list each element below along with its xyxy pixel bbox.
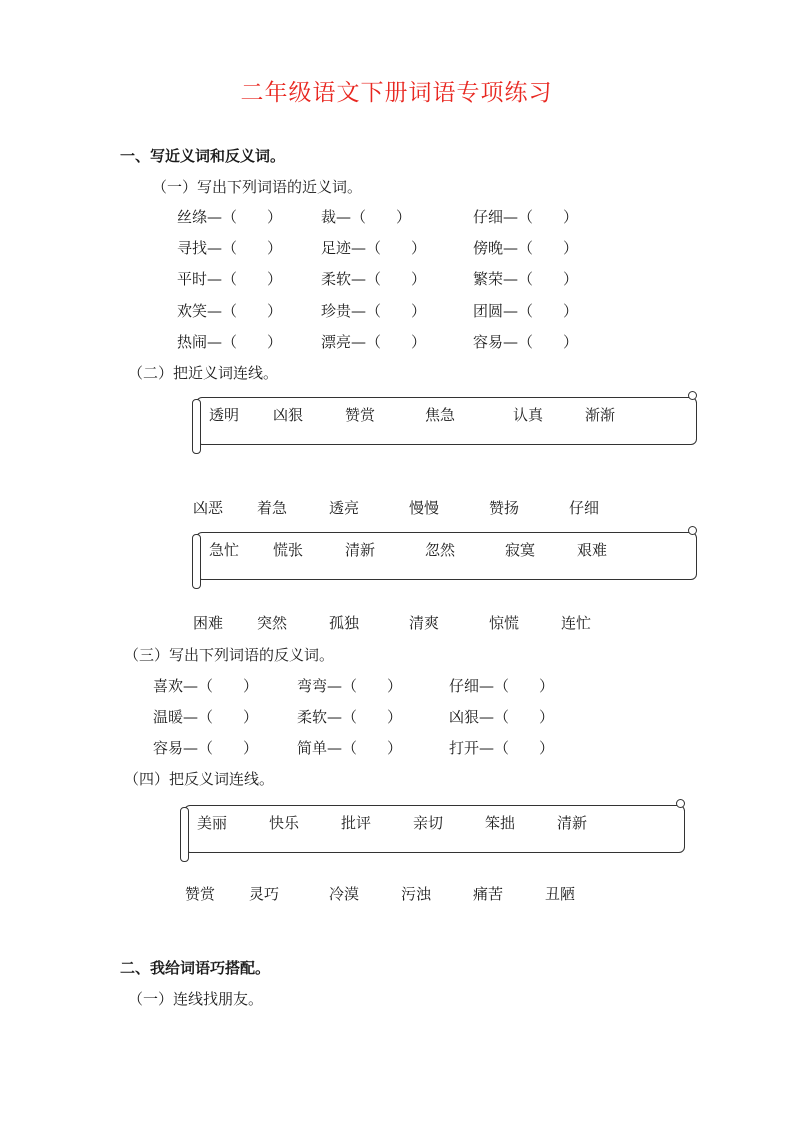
- antonym-item: 喜欢—（ ）: [153, 677, 259, 695]
- scroll-word: 认真: [513, 406, 544, 424]
- synonym-item: 傍晚—（ ）: [473, 239, 579, 257]
- scroll-word: 笨拙: [485, 814, 516, 832]
- part-2-heading: （二）把近义词连线。: [128, 364, 279, 382]
- antonym-item: 容易—（ ）: [153, 739, 259, 757]
- synonym-item: 柔软—（ ）: [321, 270, 427, 288]
- match-word: 灵巧: [249, 885, 280, 903]
- synonym-item: 平时—（ ）: [177, 270, 283, 288]
- synonym-item: 丝绦—（ ）: [177, 208, 283, 226]
- synonym-item: 漂亮—（ ）: [321, 333, 427, 351]
- match-word: 着急: [257, 499, 288, 517]
- scroll-word: 忽然: [425, 541, 456, 559]
- antonym-item: 凶狠—（ ）: [449, 708, 555, 726]
- scroll-word: 艰难: [577, 541, 608, 559]
- antonym-item: 打开—（ ）: [449, 739, 555, 757]
- scroll-word: 快乐: [269, 814, 300, 832]
- scroll-word: 美丽: [197, 814, 228, 832]
- synonym-item: 寻找—（ ）: [177, 239, 283, 257]
- synonym-item: 繁荣—（ ）: [473, 270, 579, 288]
- part-3-heading: （三）写出下列词语的反义词。: [124, 646, 335, 664]
- match-word: 冷漠: [329, 885, 360, 903]
- part-1-heading: （一）写出下列词语的近义词。: [152, 178, 363, 196]
- match-word: 惊慌: [489, 614, 520, 632]
- scroll-word: 渐渐: [585, 406, 616, 424]
- scroll-word: 透明: [209, 406, 240, 424]
- part-4-heading: （四）把反义词连线。: [124, 770, 275, 788]
- scroll-word: 清新: [557, 814, 588, 832]
- match-word: 困难: [193, 614, 224, 632]
- antonym-item: 仔细—（ ）: [449, 677, 555, 695]
- page-title: 二年级语文下册词语专项练习: [240, 80, 553, 106]
- scroll-word: 焦急: [425, 406, 456, 424]
- match-word: 痛苦: [473, 885, 504, 903]
- synonym-item: 团圆—（ ）: [473, 302, 579, 320]
- synonym-item: 珍贵—（ ）: [321, 302, 427, 320]
- match-word: 赞赏: [185, 885, 216, 903]
- section-1-heading: 一、写近义词和反义词。: [120, 147, 286, 165]
- synonym-item: 仔细—（ ）: [473, 208, 579, 226]
- match-word: 丑陋: [545, 885, 576, 903]
- synonym-item: 欢笑—（ ）: [177, 302, 283, 320]
- scroll-word: 凶狠: [273, 406, 304, 424]
- match-word: 仔细: [569, 499, 600, 517]
- antonym-item: 弯弯—（ ）: [297, 677, 403, 695]
- synonym-item: 足迹—（ ）: [321, 239, 427, 257]
- match-word: 突然: [257, 614, 288, 632]
- match-word: 透亮: [329, 499, 360, 517]
- scroll-word: 慌张: [273, 541, 304, 559]
- match-word: 凶恶: [193, 499, 224, 517]
- synonym-item: 裁—（ ）: [321, 208, 412, 226]
- scroll-word: 亲切: [413, 814, 444, 832]
- antonym-item: 简单—（ ）: [297, 739, 403, 757]
- scroll-word: 急忙: [209, 541, 240, 559]
- synonym-item: 热闹—（ ）: [177, 333, 283, 351]
- match-word: 赞扬: [489, 499, 520, 517]
- synonym-item: 容易—（ ）: [473, 333, 579, 351]
- match-word: 污浊: [401, 885, 432, 903]
- match-word: 慢慢: [409, 499, 440, 517]
- antonym-item: 柔软—（ ）: [297, 708, 403, 726]
- section-2-part-1-heading: （一）连线找朋友。: [128, 990, 264, 1008]
- antonym-item: 温暖—（ ）: [153, 708, 259, 726]
- scroll-word: 寂寞: [505, 541, 536, 559]
- section-2-heading: 二、我给词语巧搭配。: [120, 959, 271, 977]
- scroll-word: 赞赏: [345, 406, 376, 424]
- scroll-word: 批评: [341, 814, 372, 832]
- match-word: 清爽: [409, 614, 440, 632]
- match-word: 孤独: [329, 614, 360, 632]
- match-word: 连忙: [561, 614, 592, 632]
- scroll-word: 清新: [345, 541, 376, 559]
